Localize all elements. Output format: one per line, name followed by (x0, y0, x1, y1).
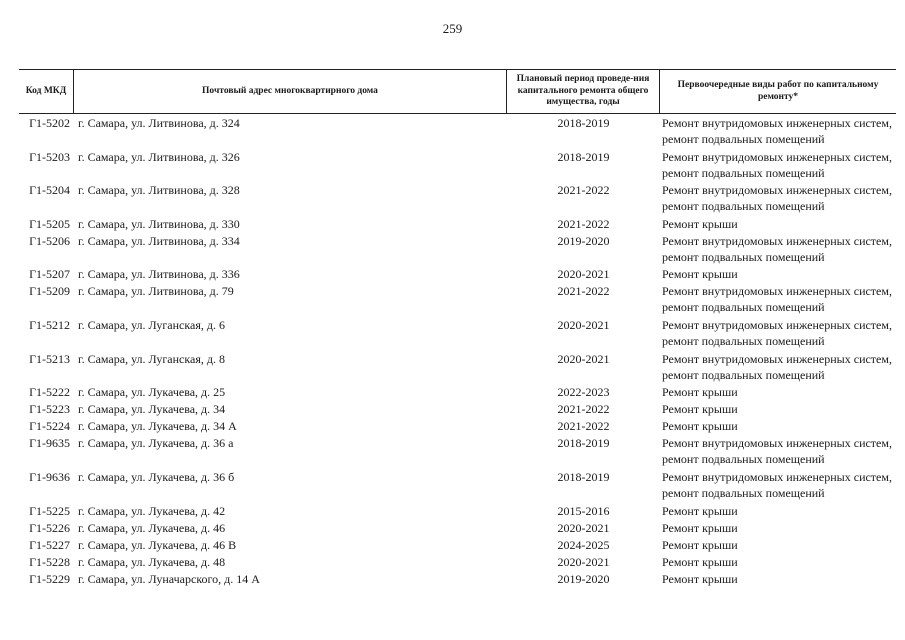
table-row (19, 503, 896, 520)
row-address: г. Самара, ул. Лукачева, д. 48 (78, 555, 226, 569)
row-works-line: Ремонт внутридомовых инженерных систем, (662, 284, 892, 298)
row-code: Г1-5213 (29, 352, 70, 366)
row-address: г. Самара, ул. Литвинова, д. 336 (78, 267, 240, 281)
row-works-line: Ремонт внутридомовых инженерных систем, (662, 470, 892, 484)
header-period: Плановый период проведе-ния капитального ремонта общего имущества, годы (507, 70, 660, 113)
row-code: Г1-5229 (29, 572, 70, 586)
row-works (660, 115, 896, 149)
row-address: г. Самара, ул. Литвинова, д. 79 (78, 284, 234, 298)
row-works (660, 317, 896, 351)
row-address: г. Самара, ул. Литвинова, д. 326 (78, 150, 240, 164)
row-period: 2021-2022 (557, 217, 610, 231)
header-works: Первоочередные виды работ по капитальному ремонту* (677, 80, 879, 102)
row-address: г. Самара, ул. Литвинова, д. 324 (78, 116, 240, 130)
row-code: Г1-5204 (29, 183, 70, 197)
row-works-line: ремонт подвальных помещений (662, 132, 825, 146)
row-works-line: ремонт подвальных помещений (662, 300, 825, 314)
row-code: Г1-5227 (29, 538, 70, 552)
row-works (660, 503, 896, 520)
page-number: 259 (442, 21, 463, 36)
row-works-line: ремонт подвальных помещений (662, 250, 825, 264)
row-works (660, 216, 896, 233)
row-works (660, 149, 896, 182)
row-address: г. Самара, ул. Лукачева, д. 34 (78, 402, 226, 416)
row-works-line: Ремонт крыши (662, 267, 738, 281)
row-period: 2020-2021 (557, 352, 610, 366)
row-works-line: Ремонт крыши (662, 521, 738, 535)
row-works (660, 554, 896, 571)
row-works (660, 351, 896, 384)
row-works-line: ремонт подвальных помещений (662, 334, 825, 348)
table-row (19, 317, 896, 351)
row-works (660, 182, 896, 216)
row-code: Г1-5225 (29, 504, 70, 518)
row-code: Г1-5224 (29, 419, 70, 433)
row-address: г. Самара, ул. Литвинова, д. 330 (78, 217, 240, 231)
row-period: 2021-2022 (557, 402, 610, 416)
row-period: 2020-2021 (557, 555, 610, 569)
row-works-line: Ремонт внутридомовых инженерных систем, (662, 234, 892, 248)
row-period: 2019-2020 (557, 234, 610, 248)
table-body (19, 115, 896, 588)
row-works-line: ремонт подвальных помещений (662, 368, 825, 382)
row-works-line: ремонт подвальных помещений (662, 199, 825, 213)
row-period: 2021-2022 (557, 284, 610, 298)
row-works-line: ремонт подвальных помещений (662, 486, 825, 500)
row-address: г. Самара, ул. Лукачева, д. 46 (78, 521, 226, 535)
table-row (19, 571, 896, 588)
row-works-line: Ремонт крыши (662, 385, 738, 399)
table-row (19, 149, 896, 182)
row-code: Г1-5223 (29, 402, 70, 416)
row-period: 2015-2016 (557, 504, 610, 518)
row-address: г. Самара, ул. Лукачева, д. 36 б (78, 470, 235, 484)
table-row (19, 182, 896, 216)
row-works-line: Ремонт крыши (662, 555, 738, 569)
row-address: г. Самара, ул. Литвинова, д. 334 (78, 234, 240, 248)
table-row (19, 435, 896, 469)
row-period: 2020-2021 (557, 318, 610, 332)
row-works-line: Ремонт внутридомовых инженерных систем, (662, 183, 892, 197)
row-works (660, 233, 896, 266)
row-works-line: Ремонт крыши (662, 419, 738, 433)
row-works-line: Ремонт крыши (662, 572, 738, 586)
row-works-line: Ремонт крыши (662, 538, 738, 552)
header-code: Код МКД (19, 70, 74, 113)
row-works (660, 418, 896, 435)
table-row (19, 554, 896, 571)
row-address: г. Самара, ул. Лукачева, д. 42 (78, 504, 226, 518)
table-row (19, 216, 896, 233)
row-period: 2019-2020 (557, 572, 610, 586)
row-works-line: Ремонт внутридомовых инженерных систем, (662, 116, 892, 130)
row-period: 2024-2025 (557, 538, 610, 552)
row-works-line: Ремонт внутридомовых инженерных систем, (662, 352, 892, 366)
row-works-line: Ремонт внутридомовых инженерных систем, (662, 318, 892, 332)
row-works (660, 537, 896, 554)
table-row (19, 266, 896, 283)
row-address: г. Самара, ул. Луганская, д. 6 (78, 318, 225, 332)
row-works-line: Ремонт крыши (662, 504, 738, 518)
row-code: Г1-5206 (29, 234, 70, 248)
row-period: 2020-2021 (557, 521, 610, 535)
row-works (660, 384, 896, 401)
row-works-line: Ремонт внутридомовых инженерных систем, (662, 436, 892, 450)
row-code: Г1-5228 (29, 555, 70, 569)
table-row (19, 384, 896, 401)
row-code: Г1-5226 (29, 521, 70, 535)
row-address: г. Самара, ул. Лукачева, д. 36 а (78, 436, 234, 450)
row-code: Г1-5207 (29, 267, 70, 281)
row-works (660, 571, 896, 588)
row-address: г. Самара, ул. Литвинова, д. 328 (78, 183, 240, 197)
table-row (19, 469, 896, 503)
table-row (19, 401, 896, 418)
row-code: Г1-5212 (29, 318, 70, 332)
row-address: г. Самара, ул. Луганская, д. 8 (78, 352, 225, 366)
row-period: 2021-2022 (557, 183, 610, 197)
row-code: Г1-5205 (29, 217, 70, 231)
row-address: г. Самара, ул. Лукачева, д. 25 (78, 385, 226, 399)
row-address: г. Самара, ул. Лукачева, д. 34 А (78, 419, 237, 433)
row-works-line: ремонт подвальных помещений (662, 166, 825, 180)
table-row (19, 418, 896, 435)
row-works (660, 435, 896, 469)
header-address: Почтовый адрес многоквартирного дома (74, 70, 507, 113)
table-row (19, 520, 896, 537)
row-works-line: ремонт подвальных помещений (662, 452, 825, 466)
row-period: 2018-2019 (557, 436, 610, 450)
table-row (19, 233, 896, 266)
row-code: Г1-9636 (29, 470, 70, 484)
row-code: Г1-5209 (29, 284, 70, 298)
row-period: 2021-2022 (557, 419, 610, 433)
row-works (660, 469, 896, 503)
row-period: 2022-2023 (557, 385, 610, 399)
row-address: г. Самара, ул. Луначарского, д. 14 А (78, 572, 260, 586)
row-code: Г1-9635 (29, 436, 70, 450)
row-code: Г1-5222 (29, 385, 70, 399)
row-period: 2018-2019 (557, 116, 610, 130)
row-address: г. Самара, ул. Лукачева, д. 46 В (78, 538, 237, 552)
row-code: Г1-5203 (29, 150, 70, 164)
row-works-line: Ремонт крыши (662, 402, 738, 416)
row-period: 2020-2021 (557, 267, 610, 281)
table-row (19, 351, 896, 384)
row-works-line: Ремонт внутридомовых инженерных систем, (662, 150, 892, 164)
table-header (19, 69, 896, 114)
table-row (19, 283, 896, 317)
row-period: 2018-2019 (557, 470, 610, 484)
row-period: 2018-2019 (557, 150, 610, 164)
row-works (660, 520, 896, 537)
row-works (660, 401, 896, 418)
table-row (19, 115, 896, 149)
row-works (660, 283, 896, 317)
row-works (660, 266, 896, 283)
row-code: Г1-5202 (29, 116, 70, 130)
table-row (19, 537, 896, 554)
row-works-line: Ремонт крыши (662, 217, 738, 231)
